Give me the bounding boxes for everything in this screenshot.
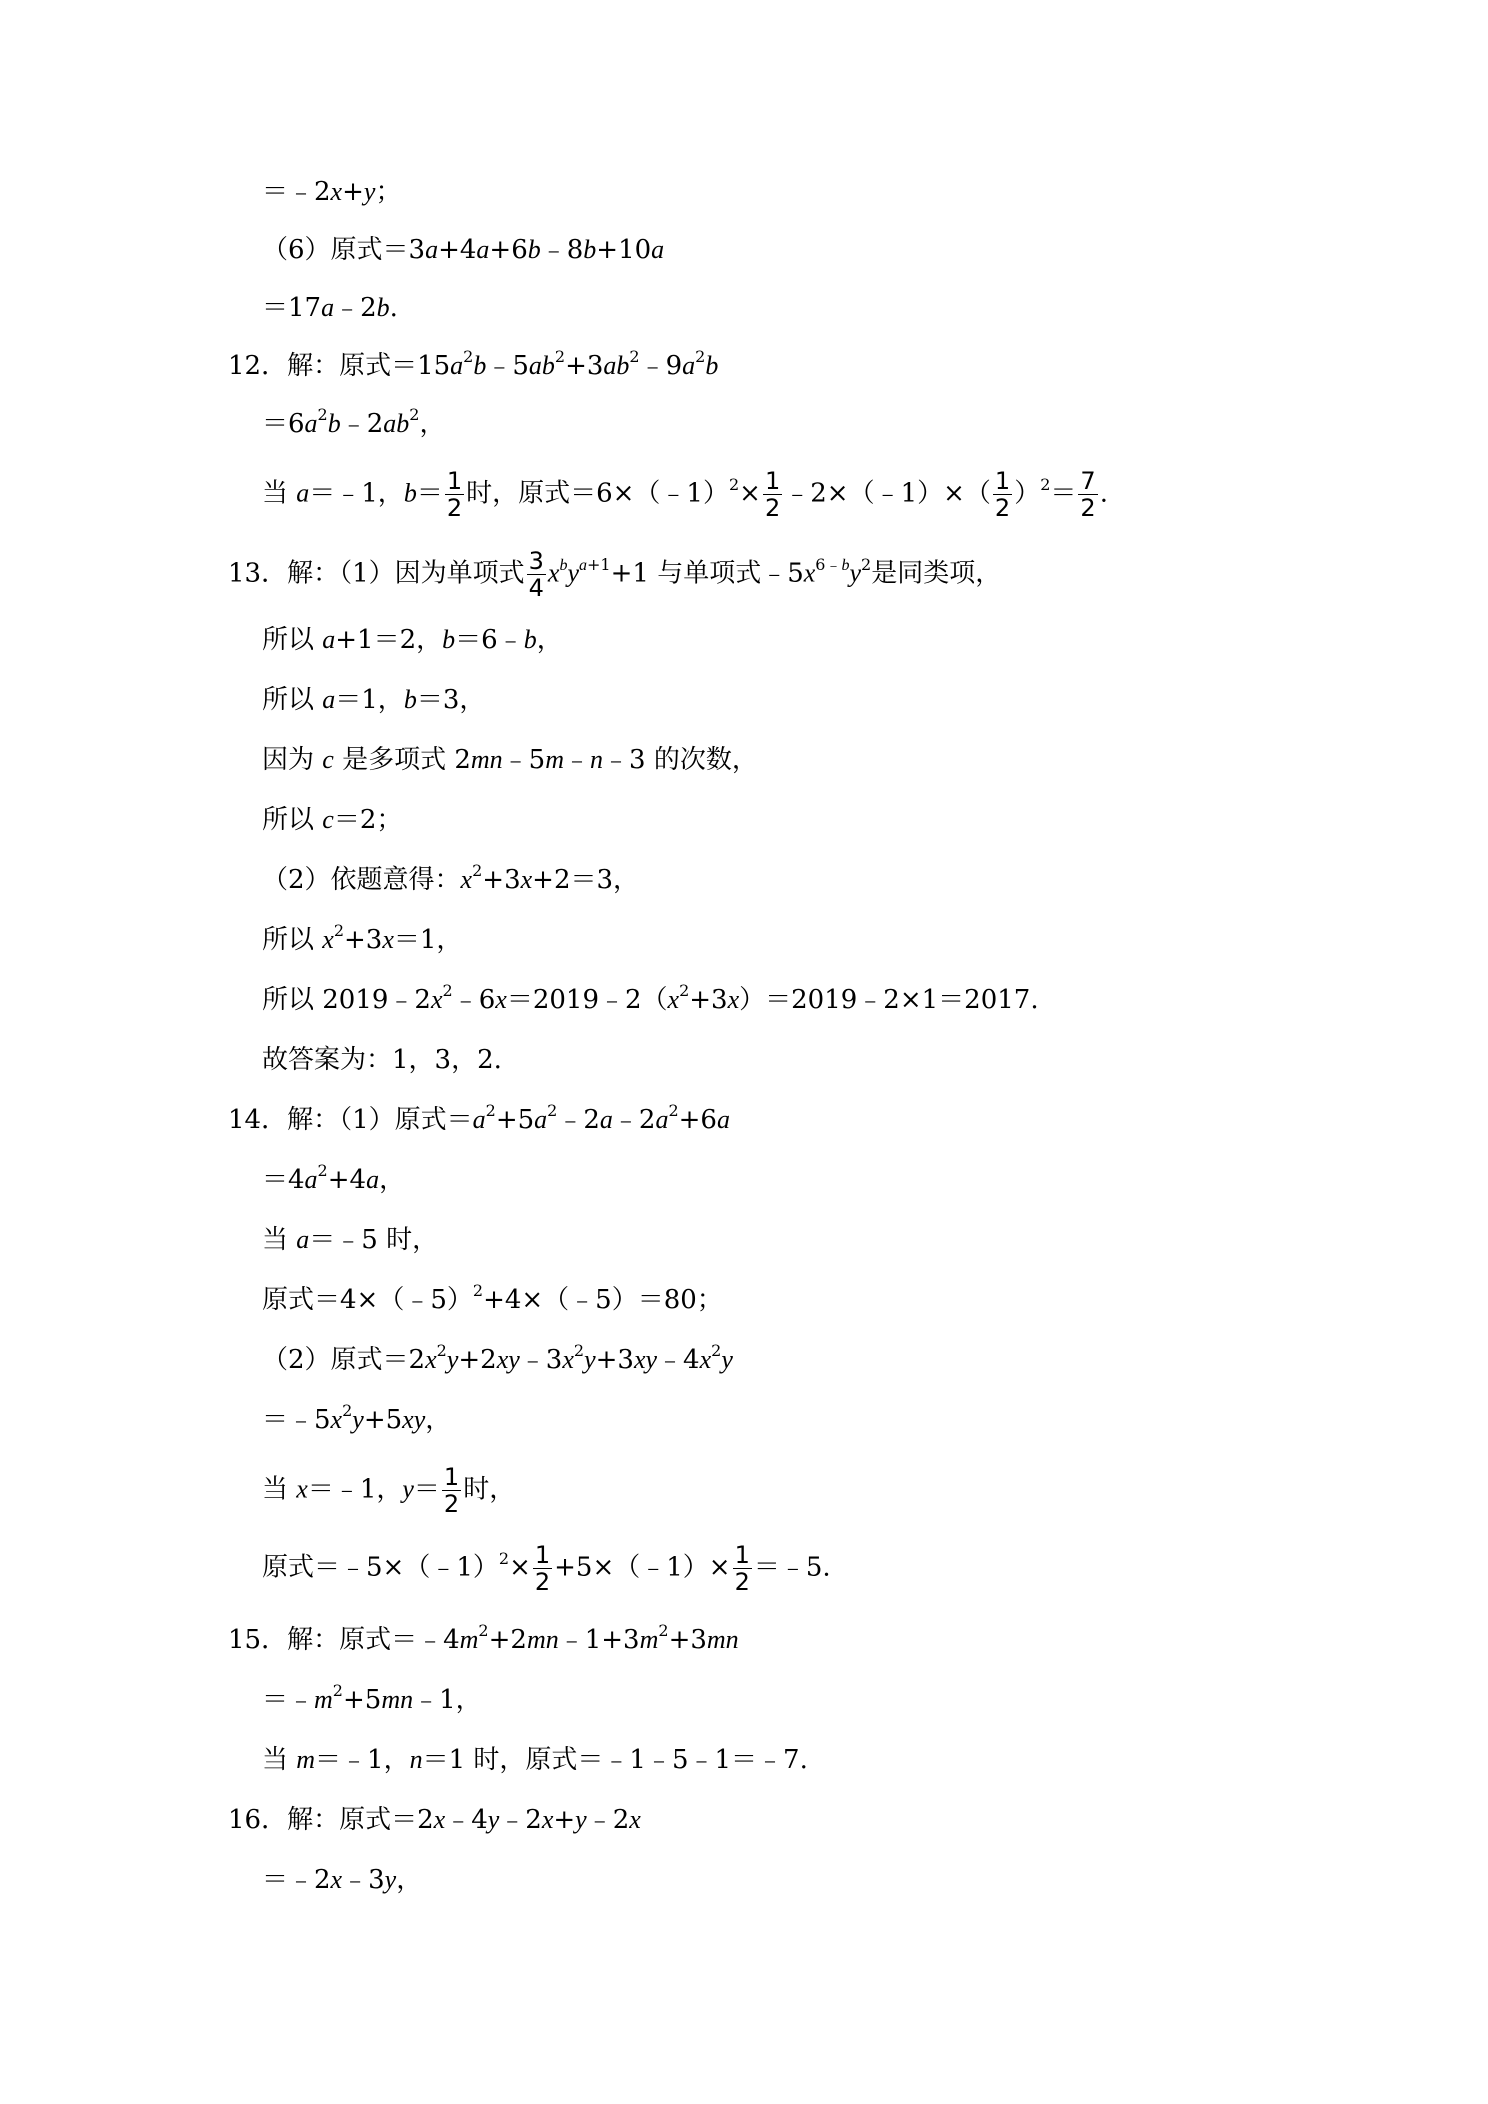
solution-line: ＝﹣2x+y； [262, 177, 402, 207]
solution-line: 15．解：原式$=﹣4m^2+2mn﹣1+3m^2+3mn$ [228, 1621, 739, 1655]
solution-line: 原式＝4×（﹣5）$^2$+4×（﹣5）＝80； [262, 1281, 723, 1315]
solution-line: 所以 a+1＝2，b＝6﹣b， [262, 625, 563, 655]
solution-line: 当 m＝﹣1，n＝1 时，原式＝﹣1﹣5﹣1＝﹣7. [262, 1745, 808, 1775]
solution-line: ＝﹣2x﹣3y， [262, 1865, 423, 1895]
solution-line: 故答案为：1，3，2. [262, 1045, 502, 1075]
solution-line: $=﹣5x^2y+5xy$， [262, 1401, 452, 1435]
solution-line: $=6a^2b﹣2ab^2$， [262, 405, 446, 439]
solution-line: $=4a^2+4a$， [262, 1161, 406, 1195]
solution-line: 所以 a＝1，b＝3， [262, 685, 486, 715]
solution-line: 13．解：（1）因为单项式 $\frac{3}{4}$ $x^by^{a+1}+1$ 与单项式$﹣5x^{6﹣b}y^2$是同类项， [228, 547, 1002, 602]
solution-line: （2）原式$=2x^2y+2xy﹣3x^2y+3xy﹣4x^2y$ [262, 1341, 733, 1375]
solution-line: 12．解：原式$=15a^2b﹣5ab^2+3ab^2﹣9a^2b$ [228, 347, 719, 381]
solution-line: （2）依题意得：$x^2+3x+2=3$， [262, 861, 640, 895]
solution-line: 16．解：原式＝2x﹣4y﹣2x+y﹣2x [228, 1805, 641, 1835]
solution-line: $=﹣m^2+5mn﹣1$， [262, 1681, 482, 1715]
solution-line: 当 x＝﹣1，y＝ $\frac{1}{2}$ 时， [262, 1463, 516, 1518]
solution-line: （6）原式＝3a+4a+6b﹣8b+10a [262, 235, 665, 265]
solution-line: 当 a＝﹣1，b＝ $\frac{1}{2}$ 时，原式＝6×（﹣1）$^2$× $\frac{1}{2}$ ﹣2×（﹣1）×（ $\frac{1}{2}$ ）$^2$＝ $\frac{7}{2}$ . [262, 467, 1108, 522]
solution-line: 当 a＝﹣5 时， [262, 1225, 439, 1255]
solution-line: 因为 c 是多项式 2mn﹣5m﹣n﹣3 的次数， [262, 745, 758, 775]
solution-line: 所以 $2019﹣2x^2﹣6x=2019﹣2(x^2+3x)=2019﹣2\times 1=2017$. [262, 981, 1039, 1015]
solution-line: 所以 c＝2； [262, 805, 403, 835]
solution-line: ＝17a﹣2b. [262, 293, 398, 323]
solution-line: 原式＝﹣5×（﹣1）$^2$× $\frac{1}{2}$ +5×（﹣1）× $\frac{1}{2}$ ＝﹣5. [262, 1541, 831, 1596]
solution-line: 所以 $x^2+3x=1$， [262, 921, 463, 955]
solution-line: 14．解：（1）原式$=a^2+5a^2﹣2a﹣2a^2+6a$ [228, 1101, 730, 1135]
